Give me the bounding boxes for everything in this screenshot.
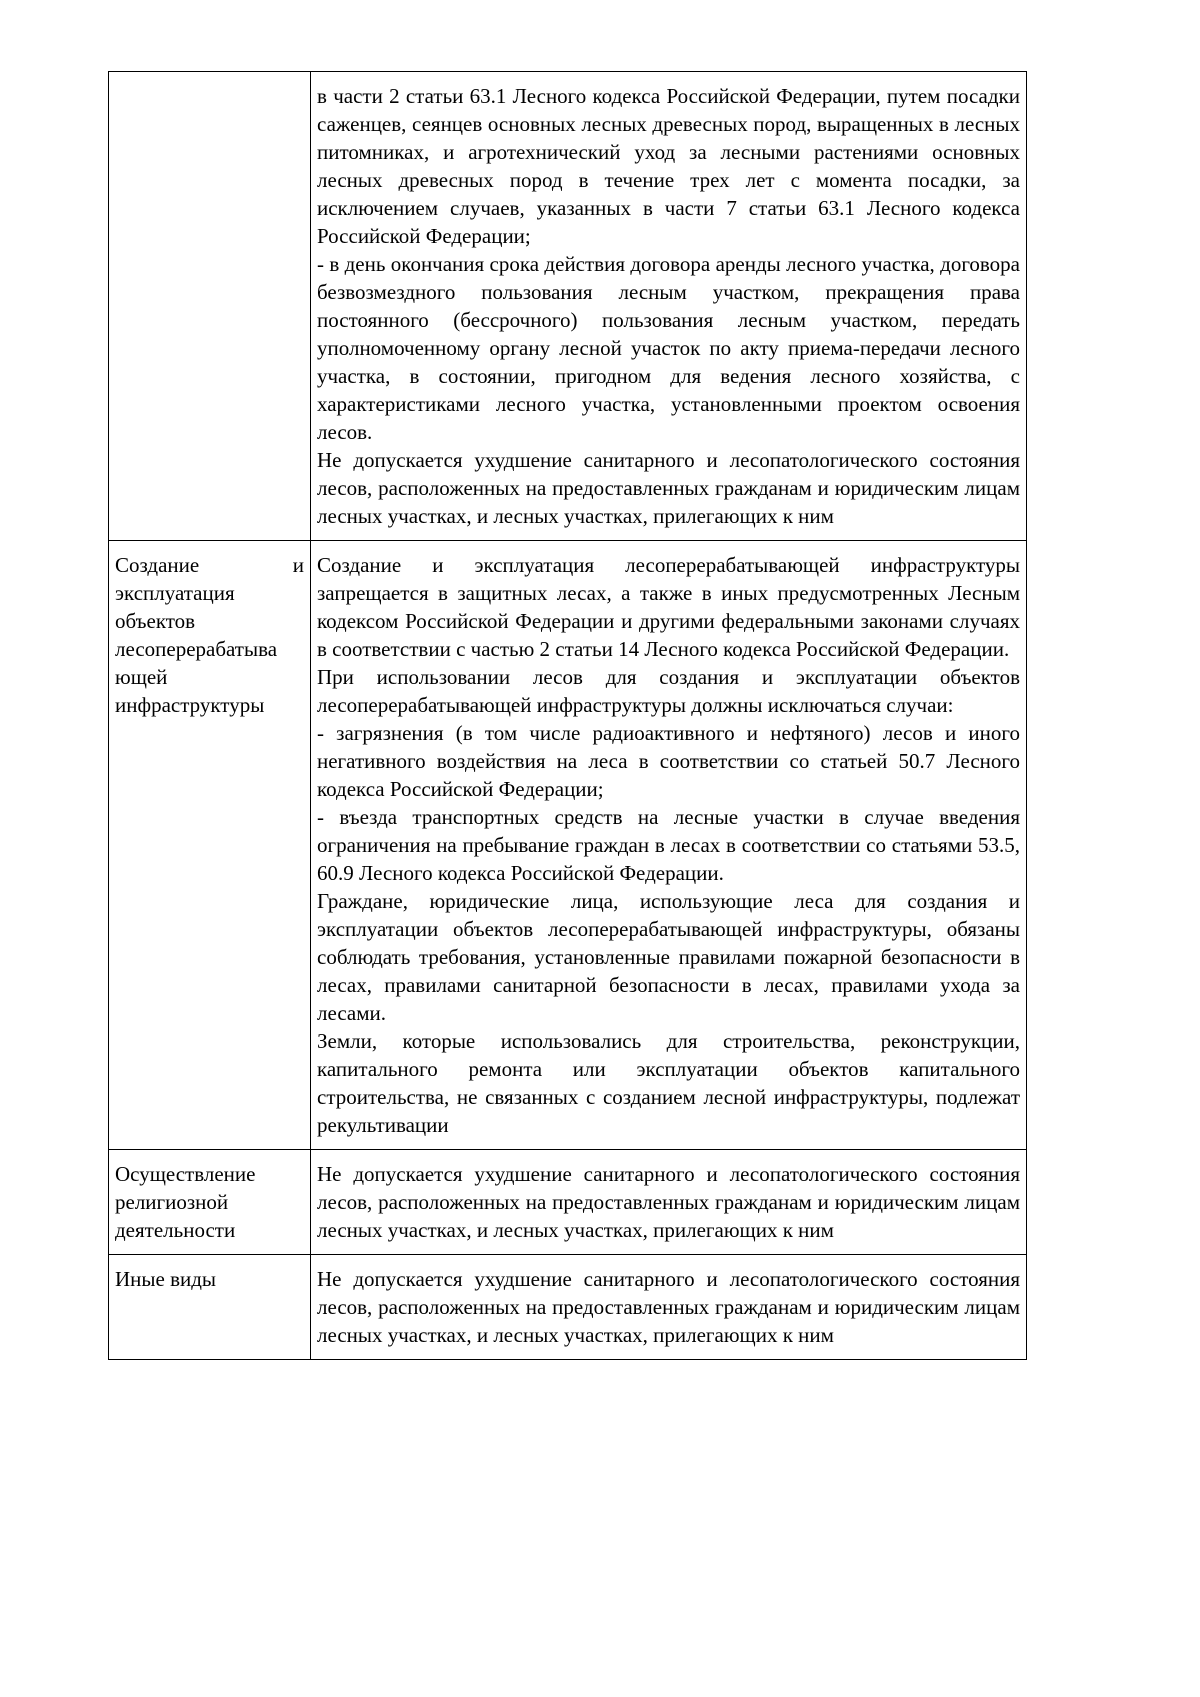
requirement-paragraph: Граждане, юридические лица, использующие леса для создания и эксплуатации объектов лесоперерабатывающей инфраструктуры, обязаны соблюдать требования, установленные правилами пожарной безопасности в лесах, правилами санитарной безопасности в лесах, правилами ухода за лесами.	[317, 889, 1020, 1025]
activity-type-line: Иные виды	[115, 1267, 217, 1291]
activity-type-line: религиозной	[115, 1190, 229, 1214]
requirement-paragraph: При использовании лесов для создания и эксплуатации объектов лесоперерабатывающей инфраструктуры должны исключаться случаи:	[317, 665, 1020, 717]
activity-type-line: деятельности	[115, 1218, 236, 1242]
activity-type-line: объектов	[115, 609, 196, 633]
requirement-paragraph: Не допускается ухудшение санитарного и лесопатологического состояния лесов, расположенных на предоставленных гражданам и юридическим лицам лесных участках, и лесных участках, прилегающих к ним	[317, 1267, 1020, 1347]
requirement-paragraph: - в день окончания срока действия договора аренды лесного участка, договора безвозмездного пользования лесным участком, прекращения права постоянного (бессрочного) пользования лесным участком, передать уполномоченному органу лесной участок по акту приема-передачи лесного участка, в состоянии, пригодном для ведения лесного хозяйства, с характеристиками лесного участка, установленными проектом освоения лесов.	[317, 252, 1020, 444]
activity-type-line: Осуществление	[115, 1162, 256, 1186]
requirement-paragraph: Не допускается ухудшение санитарного и лесопатологического состояния лесов, расположенных на предоставленных гражданам и юридическим лицам лесных участках, и лесных участках, прилегающих к ним	[317, 448, 1020, 528]
table-row	[109, 72, 1027, 541]
requirement-paragraph: в части 2 статьи 63.1 Лесного кодекса Российской Федерации, путем посадки саженцев, сеянцев основных лесных древесных пород, выращенных в лесных питомниках, и агротехнический уход за лесными растениями основных лесных древесных пород в течение трех лет с момента посадки, за исключением случаев, указанных в части 7 статьи 63.1 Лесного кодекса Российской Федерации;	[317, 84, 1020, 248]
activity-type-line: лесоперерабатыва	[115, 637, 278, 661]
requirement-paragraph: Создание и эксплуатация лесоперерабатывающей инфраструктуры запрещается в защитных лесах, а также в иных предусмотренных Лесным кодексом Российской Федерации и другими федеральными законами случаях в соответствии с частью 2 статьи 14 Лесного кодекса Российской Федерации.	[317, 553, 1020, 661]
activity-type-line: Создание и	[115, 553, 304, 577]
requirements-cell	[311, 72, 1027, 541]
activity-type-cell	[109, 541, 311, 1150]
activity-type-line: инфраструктуры	[115, 693, 265, 717]
requirement-paragraph: - въезда транспортных средств на лесные участки в случае введения ограничения на пребывание граждан в лесах в соответствии со статьями 53.5, 60.9 Лесного кодекса Российской Федерации.	[317, 805, 1020, 885]
activity-type-cell	[109, 72, 311, 541]
requirements-cell	[311, 1255, 1027, 1360]
requirement-paragraph: Не допускается ухудшение санитарного и лесопатологического состояния лесов, расположенных на предоставленных гражданам и юридическим лицам лесных участках, и лесных участках, прилегающих к ним	[317, 1162, 1020, 1242]
activity-type-line: ющей	[115, 665, 168, 689]
table-row	[109, 541, 1027, 1150]
requirement-paragraph: Земли, которые использовались для строительства, реконструкции, капитального ремонта или эксплуатации объектов капитального строительства, не связанных с созданием лесной инфраструктуры, подлежат рекультивации	[317, 1029, 1020, 1137]
table-row	[109, 1150, 1027, 1255]
table-row	[109, 1255, 1027, 1360]
activity-type-cell	[109, 1255, 311, 1360]
activity-type-cell	[109, 1150, 311, 1255]
activity-type-line: эксплуатация	[115, 581, 235, 605]
requirements-cell	[311, 541, 1027, 1150]
requirements-cell	[311, 1150, 1027, 1255]
requirement-paragraph: - загрязнения (в том числе радиоактивного и нефтяного) лесов и иного негативного воздействия на леса в соответствии со статьей 50.7 Лесного кодекса Российской Федерации;	[317, 721, 1020, 801]
regulations-table	[108, 71, 1027, 1360]
